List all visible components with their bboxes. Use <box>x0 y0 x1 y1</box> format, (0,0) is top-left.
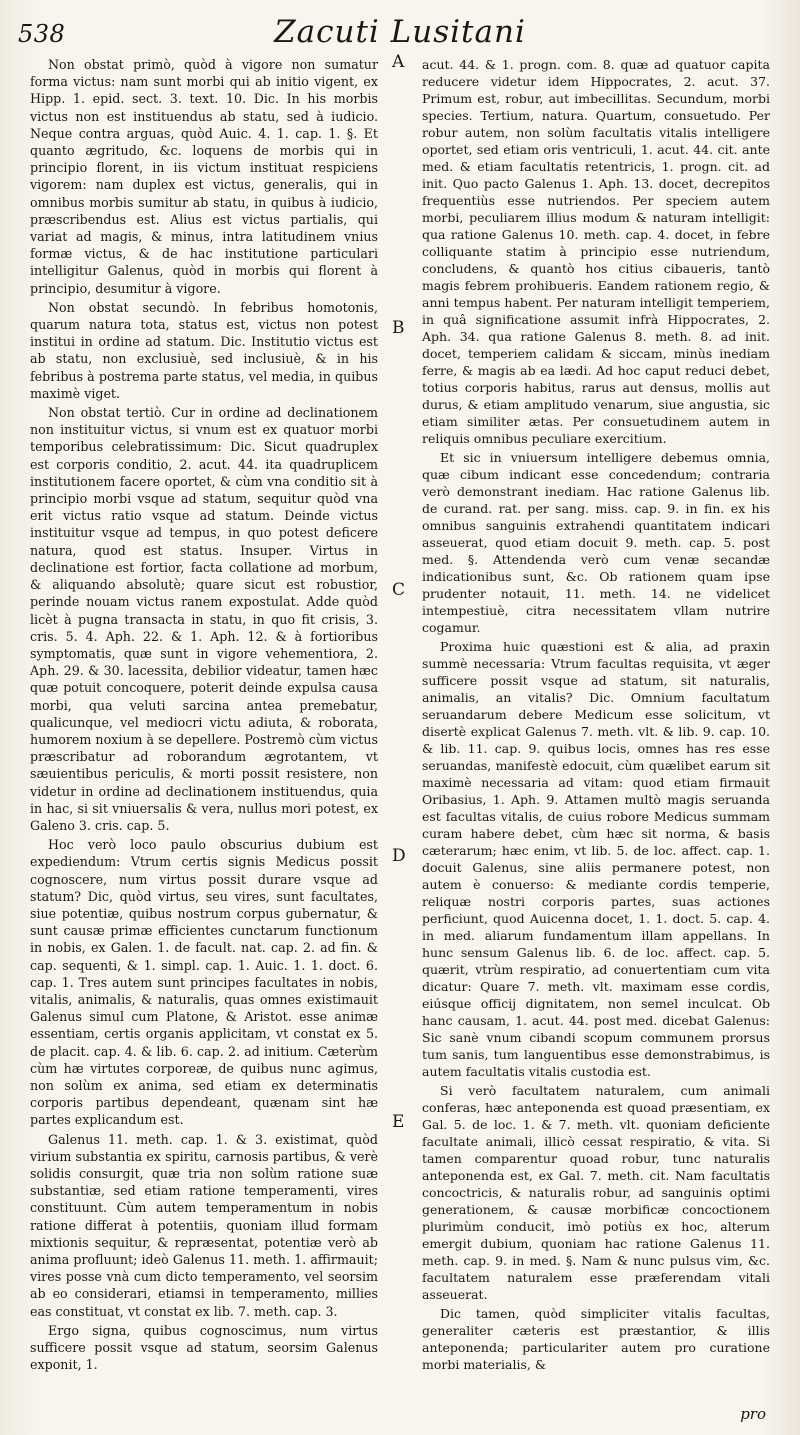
running-head: Zacuti Lusitani <box>274 14 526 50</box>
margin-marker-b: B <box>392 318 405 338</box>
paragraph: Ergo signa, quibus cognoscimus, num virtus sufficere possit vsque ad statum, seorsim Galenus exponit, 1. <box>30 1322 378 1373</box>
paragraph: Et sic in vniuersum intelligere debemus omnia, quæ cibum indicant esse concedendum; contraria verò demonstrant inediam. Hac ratione Galenus lib. de curand. rat. per sang. miss. cap. 9. in fin. ex his omnibus sanguinis extrahendi quantitatem indicari asseuerat, quod etiam docuit 9. meth. cap. 5. post med. §. Attendenda verò cum venæ secandæ indicationibus sunt, &c. Ob rationem quam ipse prudenter notauit, 11. meth. 14. ne videlicet intempestiuè, citra necessitatem vllam nutrire cogamur. <box>422 450 770 635</box>
paragraph: Dic tamen, quòd simpliciter vitalis facultas, generaliter cæteris est præstantior, & illis anteponenda; particulariter autem pro curatione morbi materialis, & <box>422 1306 770 1372</box>
margin-marker-c: C <box>392 580 406 600</box>
catchword: pro <box>740 1405 766 1423</box>
paragraph: Si verò facultatem naturalem, cum animali conferas, hæc anteponenda est quoad præsentiam, ex Gal. 5. de loc. 1. & 7. meth. vlt. quoniam deficiente facultate animali, illicò cessat respiratio, & vita. Si tamen comparentur quoad robur, tunc naturalis anteponenda est, ex Gal. 7. meth. cit. Nam facultatis concoctricis, & naturalis robur, ad sanguinis optimi generationem, & causæ morbificæ concoctionem plurimùm conducit, imò potiùs ex hoc, alterum emergit dubium, quoniam hac ratione Galenus 11. meth. cap. 9. in med. §. Nam & nunc pulsus vim, &c. facultatem naturalem esse præferendam vitali asseuerat. <box>422 1083 770 1302</box>
margin-marker-a: A <box>392 52 405 72</box>
left-column <box>30 56 378 1375</box>
page-number: 538 <box>18 20 66 48</box>
paragraph: Hoc verò loco paulo obscurius dubium est expediendum: Vtrum certis signis Medicus possit cognoscere, num virtus possit durare vsque ad statum? Dic, quòd virtus, seu vires, sunt facultates, siue potentiæ, quibus nostrum corpus gubernatur, & sunt causæ primæ efficientes cunctarum functionum in nobis, ex Galen. 1. de facult. nat. cap. 2. ad fin. & cap. sequenti, & 1. simpl. cap. 1. Auic. 1. 1. doct. 6. cap. 1. Tres autem sunt principes facultates in nobis, vitalis, animalis, & naturalis, quas omnes existimauit Galenus simul cum Platone, & Aristot. esse animæ essentiam, certis organis applicitam, vt constat ex 5. de placit. cap. 4. & lib. 6. cap. 2. ad initium. Cæterùm cùm hæ virtutes corporeæ, de quibus nunc agimus, non solùm ex anima, sed etiam ex determinatis corporis partibus dependeant, quænam sint hæ partes explicandum est. <box>30 837 378 1128</box>
paragraph: Non obstat tertiò. Cur in ordine ad declinationem non instituitur victus, si vnum est ex quatuor morbi temporibus celebratissimum: Dic. Sicut quadruplex est corporis conditio, 2. acut. 44. ita quadruplicem institutionem facere oportet, & cùm vna conditio sit à principio morbi vsque ad statum, sequitur quòd vna erit victus ratio vsque ad statum. Deinde victus instituitur vsque ad tempus, in quo potest deficere natura, quod est status. Insuper. Virtus in declinatione est fortior, facta collatione ad morbum, & aliquando absolutè; quare sicut est robustior, perinde nouam victus ranem expostulat. Adde quòd licèt à pugna transacta in statu, in quo fit crisis, 3. cris. 5. 4. Aph. 22. & 1. Aph. 12. & à fortioribus symptomatis, quæ sunt in vigore vehementiora, 2. Aph. 29. & 30. lacessita, debilior videatur, tamen hæc quæ potuit concoquere, poterit deinde expulsa causa morbi, qua veluti sarcina antea premebatur, qualicunque, vel mediocri victu adiuta, & roborata, humorem noxium à se depellere. Postremò cùm victus præscribatur ad roborandum ægrotantem, vt sæuientibus periculis, & morti possit resistere, non videtur in ordine ad declinationem instituendus, quia in hac, si sit vniuersalis & vera, nullus mori potest, ex Galeno 3. cris. cap. 5. <box>30 405 378 833</box>
paragraph: Proxima huic quæstioni est & alia, ad praxin summè necessaria: Vtrum facultas requisita, vt æger sufficere possit vsque ad statum, sit naturalis, animalis, an vitalis? Dic. Omnium facultatum seruandarum debere Medicum esse solicitum, vt disertè explicat Galenus 7. meth. vlt. & lib. 9. cap. 10. & lib. 11. cap. 9. quibus locis, omnes has res esse seruandas, manifestè edocuit, cùm quælibet earum sit maximè necessaria ad vitam: quod etiam firmauit Oribasius, 1. Aph. 9. Attamen multò magis seruanda est facultas vitalis, de cuius robore Medicus summam curam habere debet, cùm hæc sit norma, & basis cæterarum; hæc enim, vt lib. 5. de loc. affect. cap. 1. docuit Galenus, sine aliis permanere potest, non autem è conuerso: & mediante cordis temperie, reliquæ nostri corporis partes, suas actiones perficiunt, quod Auicenna docet, 1. 1. doct. 5. cap. 4. in med. aliarum fundamentum illam appellans. In hunc sensum Galenus lib. 6. de loc. affect. cap. 5. quærit, vtrùm respiratio, ad conuertentiam cum vita dicatur: Quare 7. meth. vlt. maximam esse cordis, eiúsque officij dignitatem, non semel inculcat. Ob hanc causam, 1. acut. 44. post med. dicebat Galenus: Sic sanè vnum cibandi scopum communem prorsus tum sanis, tum languentibus esse demonstrabimus, is autem facultatis vitalis custodia est. <box>422 639 770 1079</box>
paragraph: Non obstat primò, quòd à vigore non sumatur forma victus: nam sunt morbi qui ab initio vigent, ex Hipp. 1. epid. sect. 3. text. 10. Dic. In his morbis victus non est instituendus ab statu, sed à iudicio. Neque contra arguas, quòd Auic. 4. 1. cap. 1. §. Et quanto ægritudo, &c. loquens de morbis qui in principio florent, in iis victum instituat respiciens vigorem: nam duplex est victus, generalis, qui in omnibus morbis sumitur ab statu, in quibus à iudicio, præscribendus est. Alius est victus partialis, qui variat ad magis, & minus, intra latitudinem vnius formæ victus, & de hac institutione particulari intelligitur Galenus, quòd in morbis qui florent à principio, desumitur à vigore. <box>30 57 378 296</box>
margin-marker-e: E <box>392 1112 405 1132</box>
right-column <box>422 56 770 1375</box>
margin-marker-d: D <box>392 846 406 866</box>
paragraph: Galenus 11. meth. cap. 1. & 3. existimat, quòd virium substantia ex spiritu, carnosis partibus, & verè solidis consurgit, quæ tria non solùm ratione suæ substantiæ, sed etiam ratione temperamenti, vires constituunt. Cùm autem temperamentum in nobis ratione differat à potentiis, quoniam illud formam mixtionis sequitur, & repræsentat, potentiæ verò ab anima profluunt; ideò Galenus 11. meth. 1. affirmauit; vires posse vnà cum dicto temperamento, vel seorsim ab eo considerari, etiamsi in temperamento, millies eas constituat, vt constat ex lib. 7. meth. cap. 3. <box>30 1131 378 1319</box>
paragraph: Non obstat secundò. In febribus homotonis, quarum natura tota, status est, victus non potest institui in ordine ad statum. Dic. Institutio victus est ab statu, non exclusiuè, sed inclusiuè, & in his febribus à postrema parte status, vel media, in quibus maximè viget. <box>30 299 378 401</box>
paragraph: acut. 44. & 1. progn. com. 8. quæ ad quatuor capita reducere videtur idem Hippocrates, 2. acut. 37. Primum est, robur, aut imbecillitas. Secundum, morbi species. Tertium, natura. Quartum, consuetudo. Per robur autem, non solùm facultatis vitalis intelligere oportet, sed etiam oris ventriculi, 1. acut. 44. cit. ante med. & etiam facultatis retentricis, 1. progn. cit. ad init. Quo pacto Galenus 1. Aph. 13. docet, decrepitos frequentiùs esse nutriendos. Per speciem autem morbi, peculiarem illius modum & naturam intelligit: qua ratione Galenus 10. meth. cap. 4. docet, in febre colliquante statim à principio esse nutriendum, concludens, & quantò hos citius cibaueris, tantò magis febrem prohibueris. Eandem rationem regio, & anni tempus habent. Per naturam intelligit temperiem, in quâ significatione assumit infrà Hippocrates, 2. Aph. 34. qua ratione Galenus 8. meth. 8. ad init. docet, temperiem calidam & siccam, minùs inediam ferre, & magis ab ea lædi. Ad hoc caput reduci debet, totius corporis habitus, rarus aut densus, mollis aut durus, & etiam amplitudo venarum, siue angustia, sic etiam similiter ætas. Per consuetudinem autem in reliquis omnibus peculiare exercitium. <box>422 57 770 446</box>
page-header <box>0 14 800 54</box>
